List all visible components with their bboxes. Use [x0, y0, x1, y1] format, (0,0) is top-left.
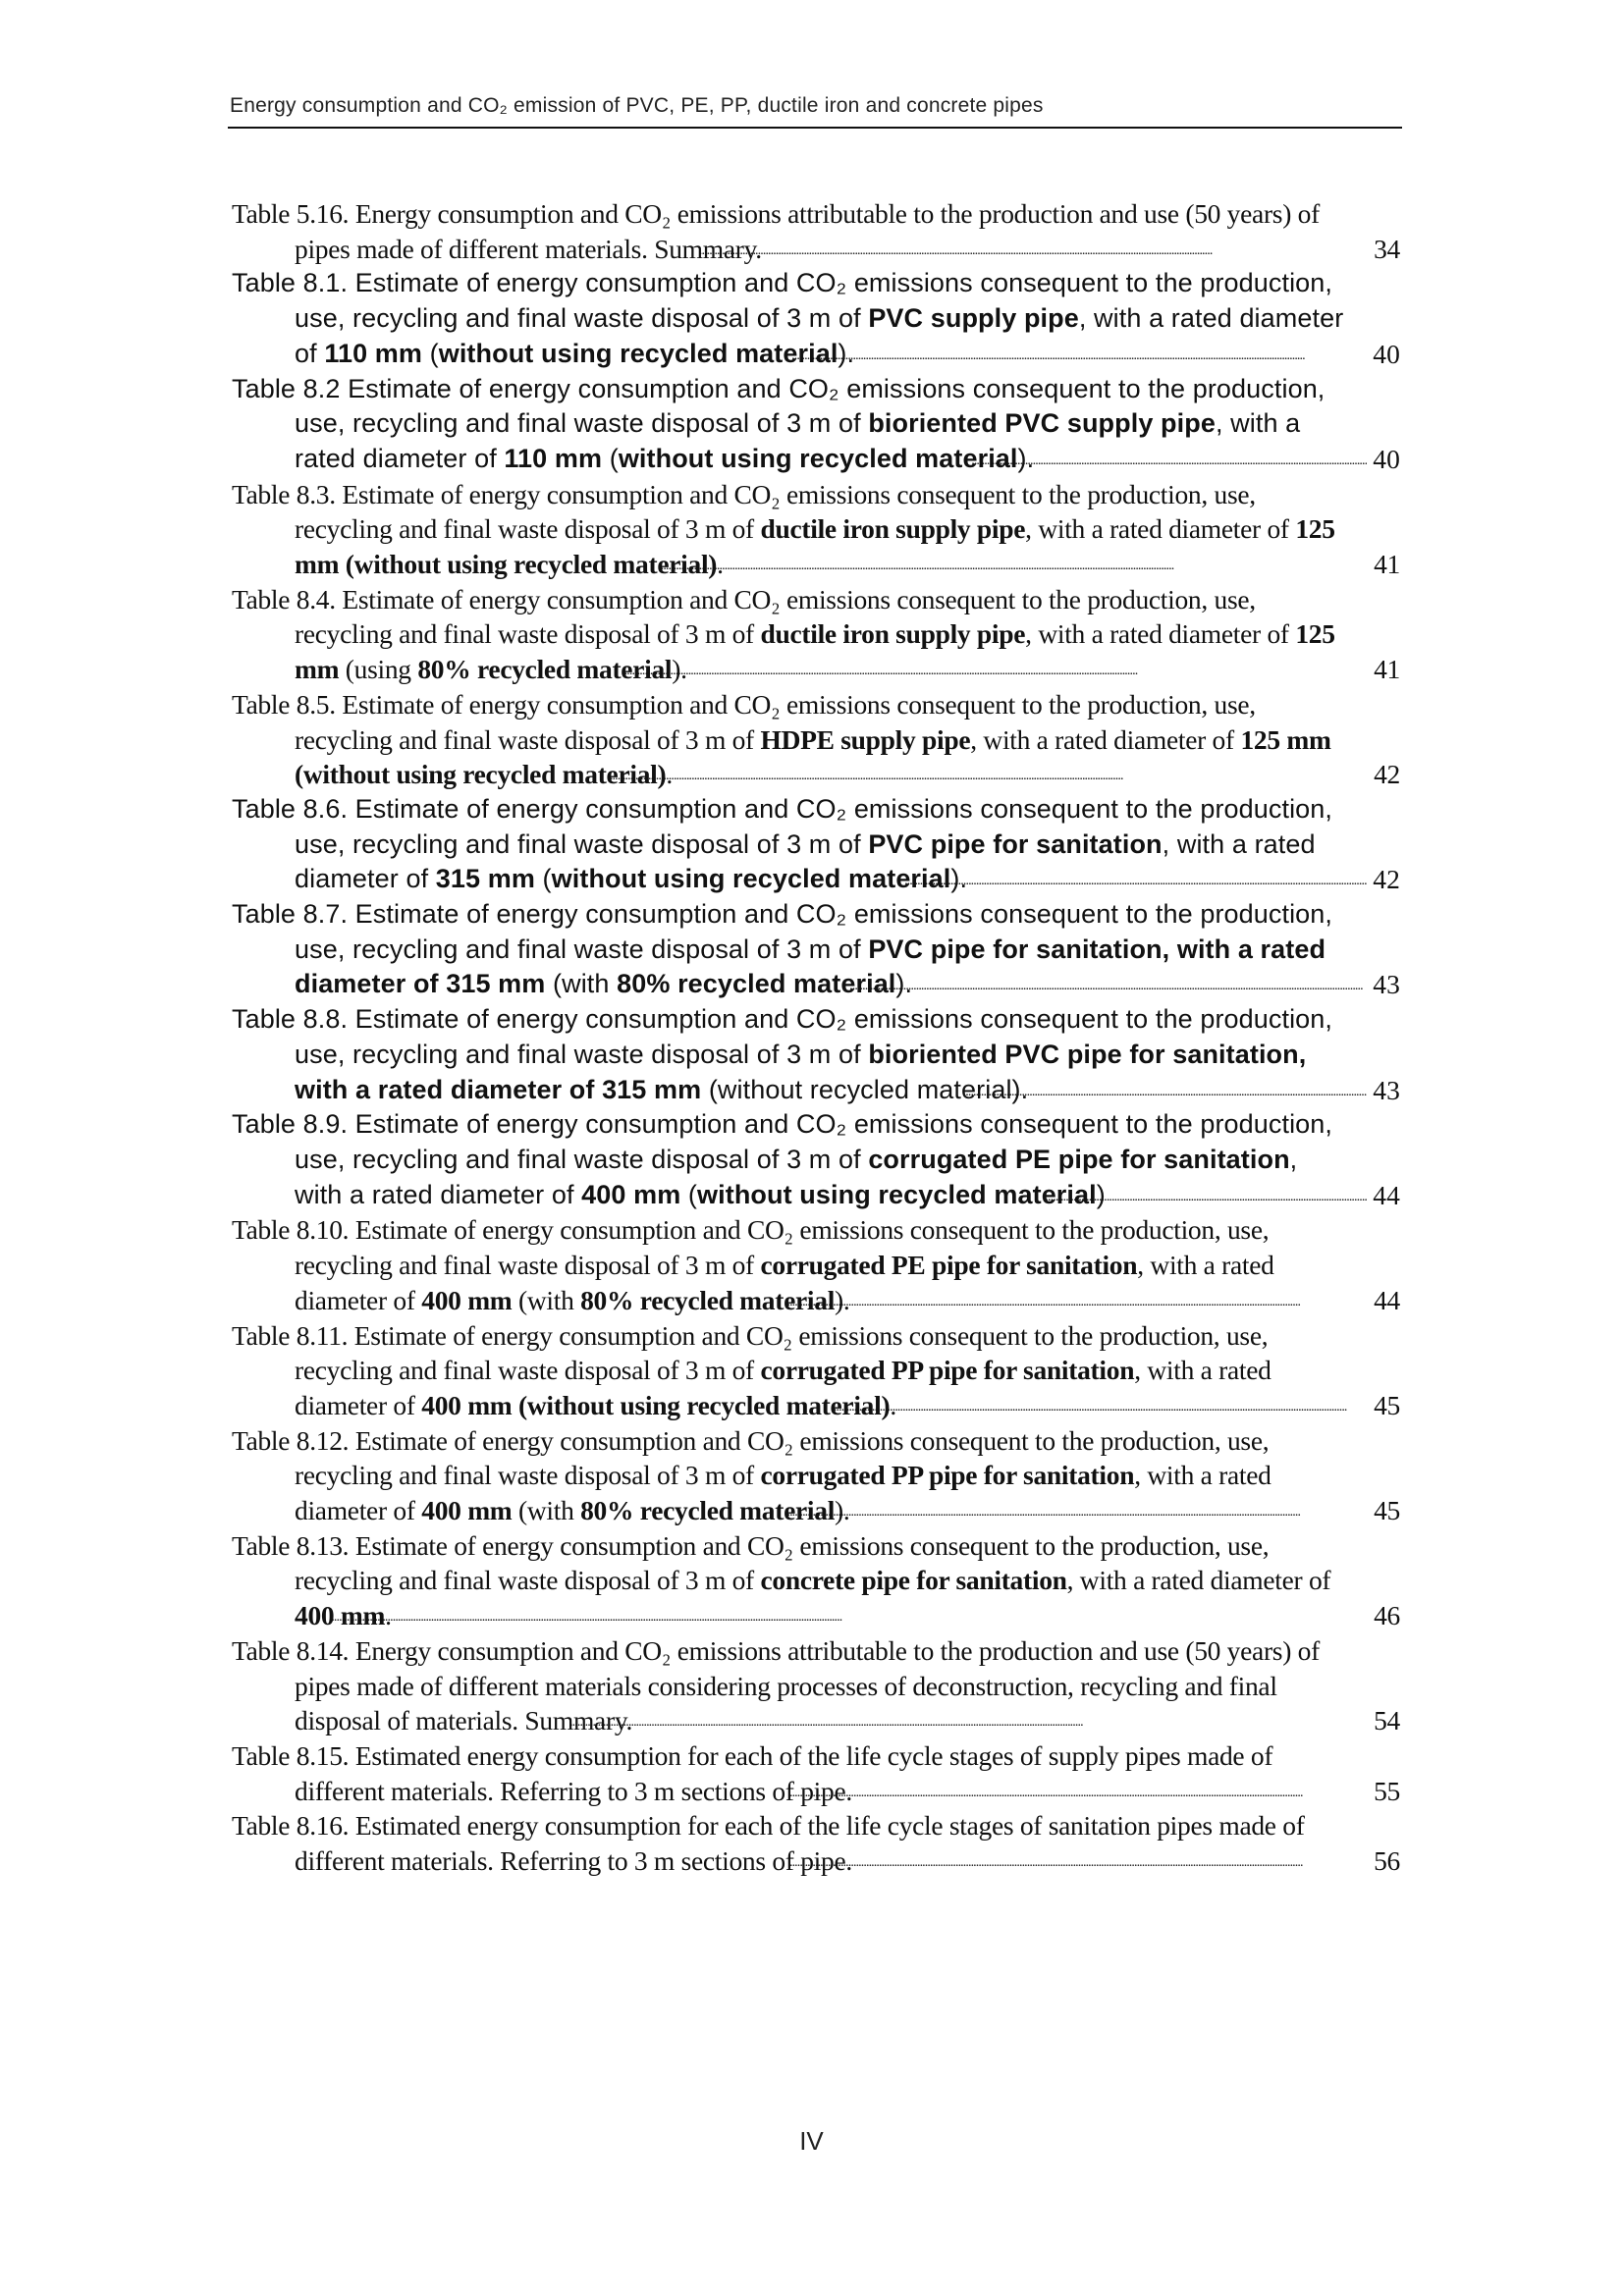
- toc-entry-text: Table 8.12. Estimate of energy consumption and CO₂ emissions consequent to the production, use, recycling and final waste disposal of 3 m of: [232, 1424, 1270, 1491]
- toc-entry-bold-text: corrugated PE pipe for sanitation: [868, 1144, 1290, 1174]
- toc-entry-text: .: [717, 549, 724, 580]
- toc-entry-text: ).: [672, 654, 687, 685]
- toc-entry-text: , with a rated diameter of: [295, 408, 1301, 473]
- toc-entry-bold-text: ductile iron supply pipe: [760, 618, 1026, 650]
- toc-entry-text: , with a rated diameter of: [1025, 618, 1296, 650]
- toc-page-number[interactable]: 44: [1368, 1283, 1400, 1318]
- toc-entry-bold-text: 400 mm (without using recycled material): [421, 1389, 891, 1420]
- toc-entry-bold-text: without using recycled material: [618, 443, 1018, 473]
- toc-entry-bold-text: corrugated PP pipe for sanitation: [760, 1355, 1135, 1386]
- header-rule: [228, 127, 1402, 129]
- toc-entry-bold-text: without using recycled material: [697, 1179, 1097, 1209]
- toc-entry-bold-text: 400 mm: [581, 1179, 681, 1209]
- toc-page-number[interactable]: 45: [1368, 1388, 1400, 1423]
- toc-entry-text: , with a rated diameter of: [1025, 513, 1296, 545]
- toc-entry-text: Table 8.11. Estimate of energy consumption and CO₂ emissions consequent to the production, use, recycling and final waste disposal of 3 m of: [232, 1319, 1269, 1386]
- toc-entry-bold-text: 80% recycled material: [580, 1495, 836, 1526]
- toc-page-number[interactable]: 41: [1368, 652, 1400, 687]
- toc-entry-bold-text: PVC pipe for sanitation: [868, 828, 1163, 859]
- toc-entry-text: .: [385, 1600, 392, 1631]
- toc-entry-text: Table 8.6. Estimate of energy consumption and CO₂ emissions consequent to the production, use, recycling and final waste disposal of 3 m of: [232, 793, 1333, 859]
- toc-entry[interactable]: [232, 1107, 1400, 1212]
- toc-entry-text: .: [890, 1389, 896, 1420]
- toc-entry-bold-text: 125 mm (without using recycled material): [295, 513, 1335, 580]
- toc-entry-text: , with a rated diameter of: [295, 1250, 1274, 1315]
- toc-entry-text: (without recycled material).: [701, 1074, 1029, 1104]
- toc-entry-text: ).: [838, 338, 855, 368]
- toc-entry[interactable]: [232, 1423, 1400, 1528]
- toc-entry-text: Table 8.1. Estimate of energy consumption and CO₂ emissions consequent to the production, use, recycling and final waste disposal of 3 m of: [232, 268, 1333, 334]
- toc-entry-text: , with a rated diameter of: [295, 303, 1344, 368]
- toc-entry-bold-text: bioriented PVC pipe for sanitation, with a rated diameter of 315 mm: [295, 1039, 1307, 1104]
- toc-entry-text: Table 8.8. Estimate of energy consumption and CO₂ emissions consequent to the production, use, recycling and final waste disposal of 3 m of: [232, 1004, 1333, 1069]
- toc-entry-bold-text: 125 mm: [295, 618, 1335, 685]
- toc-entry-bold-text: ductile iron supply pipe: [760, 513, 1026, 545]
- toc-entry-text: , with a rated diameter of: [1066, 1565, 1331, 1596]
- toc-page-number[interactable]: 42: [1368, 757, 1400, 792]
- toc-entry-bold-text: 80% recycled material: [417, 654, 673, 685]
- toc-entry-text: Table 5.16. Energy consumption and CO₂ emissions attributable to the production and use (50 years) of pipes made of different materials. Summary.: [232, 198, 1320, 264]
- toc-entry-bold-text: PVC supply pipe: [868, 303, 1079, 334]
- list-of-tables: [232, 196, 1400, 1879]
- toc-page-number[interactable]: 43: [1367, 967, 1400, 1002]
- toc-entry-bold-text: 80% recycled material: [580, 1284, 836, 1315]
- toc-entry[interactable]: [232, 477, 1400, 582]
- toc-entry-bold-text: PVC pipe for sanitation, with a rated diameter of 315 mm: [295, 934, 1326, 999]
- toc-entry-bold-text: 400 mm: [421, 1495, 513, 1526]
- toc-page-number[interactable]: 42: [1367, 862, 1400, 897]
- toc-entry[interactable]: [232, 1738, 1400, 1808]
- toc-entry-text: .: [666, 759, 673, 790]
- toc-entry-text: Table 8.4. Estimate of energy consumption and CO₂ emissions consequent to the production, use, recycling and final waste disposal of 3 m of: [232, 583, 1256, 650]
- toc-page-number[interactable]: 54: [1368, 1703, 1400, 1738]
- toc-page-number[interactable]: 34: [1368, 232, 1400, 267]
- toc-entry-bold-text: without using recycled material: [551, 864, 951, 894]
- toc-page-number[interactable]: 45: [1368, 1493, 1400, 1528]
- toc-entry-text: (with: [545, 969, 618, 999]
- toc-entry-bold-text: 110 mm: [324, 338, 423, 368]
- toc-entry-text: , with a rated diameter of: [295, 828, 1316, 894]
- toc-entry-text: ).: [895, 969, 913, 999]
- toc-entry-bold-text: 125 mm (without using recycled material): [295, 723, 1331, 790]
- toc-entry-bold-text: concrete pipe for sanitation: [760, 1565, 1067, 1596]
- toc-entry-text: (: [680, 1179, 698, 1209]
- toc-page-number[interactable]: 43: [1367, 1073, 1400, 1108]
- toc-entry-text: ).: [1017, 443, 1035, 473]
- toc-entry[interactable]: [232, 196, 1400, 266]
- toc-entry-text: (: [534, 864, 552, 894]
- running-header: Energy consumption and CO₂ emission of PVC, PE, PP, ductile iron and concrete pipes: [230, 94, 1044, 117]
- toc-entry-text: (with: [512, 1495, 581, 1526]
- toc-entry-text: Table 8.15. Estimated energy consumption for each of the life cycle stages of supply pipes made of different materials. Referring to 3 m sections of pipe.: [232, 1739, 1273, 1806]
- toc-entry-text: , with a rated diameter of: [970, 723, 1241, 755]
- toc-entry-text: ).: [835, 1495, 850, 1526]
- toc-entry-text: (with: [512, 1284, 581, 1315]
- toc-entry-text: Table 8.2 Estimate of energy consumption and CO₂ emissions consequent to the production, use, recycling and final waste disposal of 3 m of: [232, 373, 1325, 439]
- toc-entry-text: (: [422, 338, 439, 368]
- toc-page-number[interactable]: 46: [1368, 1598, 1400, 1633]
- toc-page-number[interactable]: 41: [1368, 547, 1400, 582]
- toc-entry-text: , with a rated diameter of: [295, 1460, 1271, 1526]
- toc-entry-text: Table 8.3. Estimate of energy consumption and CO₂ emissions consequent to the production, use, recycling and final waste disposal of 3 m of: [232, 478, 1256, 545]
- toc-entry-text: ).: [835, 1284, 850, 1315]
- toc-entry[interactable]: [232, 1633, 1400, 1738]
- toc-entry-text: Table 8.9. Estimate of energy consumption and CO₂ emissions consequent to the production, use, recycling and final waste disposal of 3 m of: [232, 1109, 1333, 1174]
- toc-entry[interactable]: [232, 582, 1400, 687]
- toc-entry[interactable]: [232, 1528, 1400, 1633]
- toc-page-number[interactable]: 40: [1367, 337, 1400, 372]
- toc-entry-bold-text: corrugated PE pipe for sanitation: [760, 1250, 1138, 1281]
- toc-page-number[interactable]: 44: [1367, 1178, 1400, 1213]
- toc-entry[interactable]: [232, 372, 1400, 477]
- toc-page-number[interactable]: 56: [1368, 1843, 1400, 1879]
- toc-entry-text: Table 8.16. Estimated energy consumption for each of the life cycle stages of sanitation pipes made of different materials. Referring to 3 m sections of pipe.: [232, 1810, 1305, 1877]
- toc-entry-bold-text: without using recycled material: [438, 338, 839, 368]
- toc-entry[interactable]: [232, 687, 1400, 792]
- toc-entry-bold-text: 315 mm: [435, 864, 535, 894]
- toc-entry[interactable]: [232, 1808, 1400, 1878]
- toc-entry-text: Table 8.5. Estimate of energy consumption and CO₂ emissions consequent to the production, use, recycling and final waste disposal of 3 m of: [232, 688, 1256, 755]
- toc-entry-text: (: [602, 443, 619, 473]
- toc-entry[interactable]: [232, 792, 1400, 897]
- toc-page-number[interactable]: 55: [1368, 1774, 1400, 1809]
- toc-entry-bold-text: corrugated PP pipe for sanitation: [760, 1460, 1135, 1491]
- toc-entry-bold-text: 80% recycled material: [617, 969, 896, 999]
- toc-entry[interactable]: [232, 1318, 1400, 1423]
- toc-entry-text: (using: [339, 654, 418, 685]
- toc-entry[interactable]: [232, 1212, 1400, 1317]
- toc-entry-bold-text: 400 mm: [295, 1600, 386, 1631]
- toc-entry-bold-text: HDPE supply pipe: [760, 723, 971, 755]
- toc-page-number[interactable]: 40: [1367, 442, 1400, 477]
- toc-entry-text: ): [1096, 1179, 1106, 1209]
- toc-entry-text: Table 8.10. Estimate of energy consumption and CO₂ emissions consequent to the production, use, recycling and final waste disposal of 3 m of: [232, 1214, 1270, 1281]
- toc-entry-text: , with a rated diameter of: [295, 1144, 1298, 1209]
- page-number: IV: [799, 2126, 824, 2156]
- toc-entry-bold-text: bioriented PVC supply pipe: [868, 408, 1216, 439]
- toc-entry[interactable]: [232, 266, 1400, 371]
- toc-entry[interactable]: [232, 1002, 1400, 1107]
- toc-entry-text: Table 8.13. Estimate of energy consumption and CO₂ emissions consequent to the production, use, recycling and final waste disposal of 3 m of: [232, 1529, 1270, 1596]
- toc-entry-text: Table 8.14. Energy consumption and CO₂ emissions attributable to the production and use (50 years) of pipes made of different materials considering processes of deconstruction, recycling and final disposal of materials. Summary.: [232, 1634, 1320, 1736]
- toc-entry-text: ).: [950, 864, 968, 894]
- toc-entry[interactable]: [232, 897, 1400, 1002]
- toc-entry-bold-text: 400 mm: [421, 1284, 513, 1315]
- toc-entry-text: Table 8.7. Estimate of energy consumption and CO₂ emissions consequent to the production, use, recycling and final waste disposal of 3 m of: [232, 899, 1333, 964]
- toc-entry-text: , with a rated diameter of: [295, 1355, 1271, 1420]
- toc-entry-bold-text: 110 mm: [504, 443, 603, 473]
